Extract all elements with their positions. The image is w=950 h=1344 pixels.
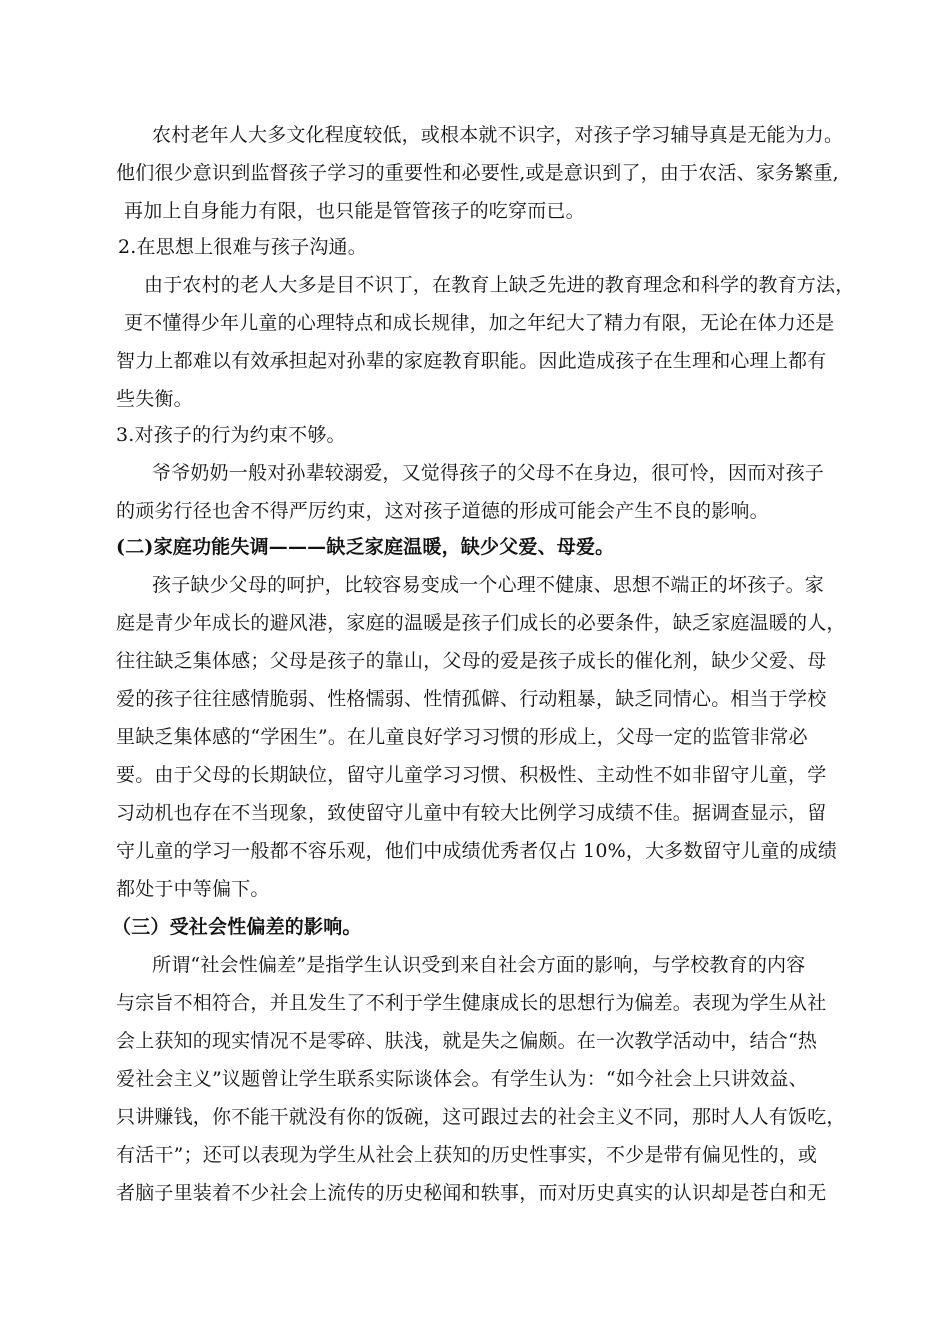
text-line: 会上获知的现实情况不是零碎、肤浅，就是失之偏颇。在一次教学活动中，结合“热	[116, 1030, 818, 1052]
text-line: 要。由于父母的长期缺位，留守儿童学习习惯、积极性、主动性不如非留守儿童，学	[116, 764, 827, 786]
text-line: 往往缺乏集体感；父母是孩子的靠山，父母的爱是孩子成长的催化剂，缺少父爱、母	[116, 650, 827, 672]
section-heading: 3.对孩子的行为约束不够。	[116, 424, 346, 446]
text-line: 守儿童的学习一般都不容乐观，他们中成绩优秀者仅占 10%，大多数留守儿童的成绩	[116, 840, 838, 862]
text-line: 的顽劣行径也舍不得严厉约束，这对孩子道德的形成可能会产生不良的影响。	[116, 500, 769, 522]
text-line: 里缺乏集体感的“学困生”。在儿童良好学习习惯的形成上，父母一定的监管非常必	[116, 726, 808, 748]
text-line: 所谓“社会性偏差”是指学生认识受到来自社会方面的影响，与学校教育的内容	[152, 954, 806, 976]
text-line: 者脑子里装着不少社会上流传的历史秘闻和轶事，而对历史真实的认识却是苍白和无	[116, 1182, 827, 1204]
section-heading: 2.在思想上很难与孩子沟通。	[118, 236, 367, 258]
text-line: 与宗旨不相符合，并且发生了不利于学生健康成长的思想行为偏差。表现为学生从社	[116, 992, 827, 1014]
text-line: 爷爷奶奶一般对孙辈较溺爱，又觉得孩子的父母不在身边，很可怜，因而对孩子	[152, 462, 825, 484]
text-line: 更不懂得少年儿童的心理特点和成长规律，加之年纪大了精力有限，无论在体力还是	[124, 312, 835, 334]
text-line: 些失衡。	[116, 388, 193, 410]
text-line: 只讲赚钱，你不能干就没有你的饭碗，这可跟过去的社会主义不同，那时人人有饭吃，	[116, 1106, 846, 1128]
section-heading: （三）受社会性偏差的影响。	[112, 916, 362, 938]
text-line: 孩子缺少父母的呵护，比较容易变成一个心理不健康、思想不端正的坏孩子。家	[152, 574, 825, 596]
text-line: 爱社会主义”议题曾让学生联系实际谈体会。有学生认为：“如今社会上只讲效益、	[116, 1068, 808, 1090]
text-line: 由于农村的老人大多是目不识丁，在教育上缺乏先进的教育理念和科学的教育方法，	[144, 274, 855, 296]
text-line: 智力上都难以有效承担起对孙辈的家庭教育职能。因此造成孩子在生理和心理上都有	[116, 350, 827, 372]
text-line: 他们很少意识到监督孩子学习的重要性和必要性,或是意识到了，由于农活、家务繁重,	[116, 162, 839, 184]
text-line: 庭是青少年成长的避风港，家庭的温暖是孩子们成长的必要条件，缺乏家庭温暖的人，	[116, 612, 846, 634]
text-line: 有活干”；还可以表现为学生从社会上获知的历史性事实，不少是带有偏见性的，或	[116, 1144, 818, 1166]
text-line: 习动机也存在不当现象，致使留守儿童中有较大比例学习成绩不佳。据调查显示，留	[116, 802, 827, 824]
text-line: 都处于中等偏下。	[116, 878, 270, 900]
text-line: 再加上自身能力有限，也只能是管管孩子的吃穿而已。	[124, 200, 585, 222]
text-line: 农村老年人大多文化程度较低，或根本就不识字，对孩子学习辅导真是无能为力。	[152, 124, 844, 146]
text-line: 爱的孩子往往感情脆弱、性格懦弱、性情孤僻、行动粗暴，缺乏同情心。相当于学校	[116, 688, 827, 710]
section-heading: (二)家庭功能失调———缺乏家庭温暖，缺少父爱、母爱。	[116, 536, 615, 558]
